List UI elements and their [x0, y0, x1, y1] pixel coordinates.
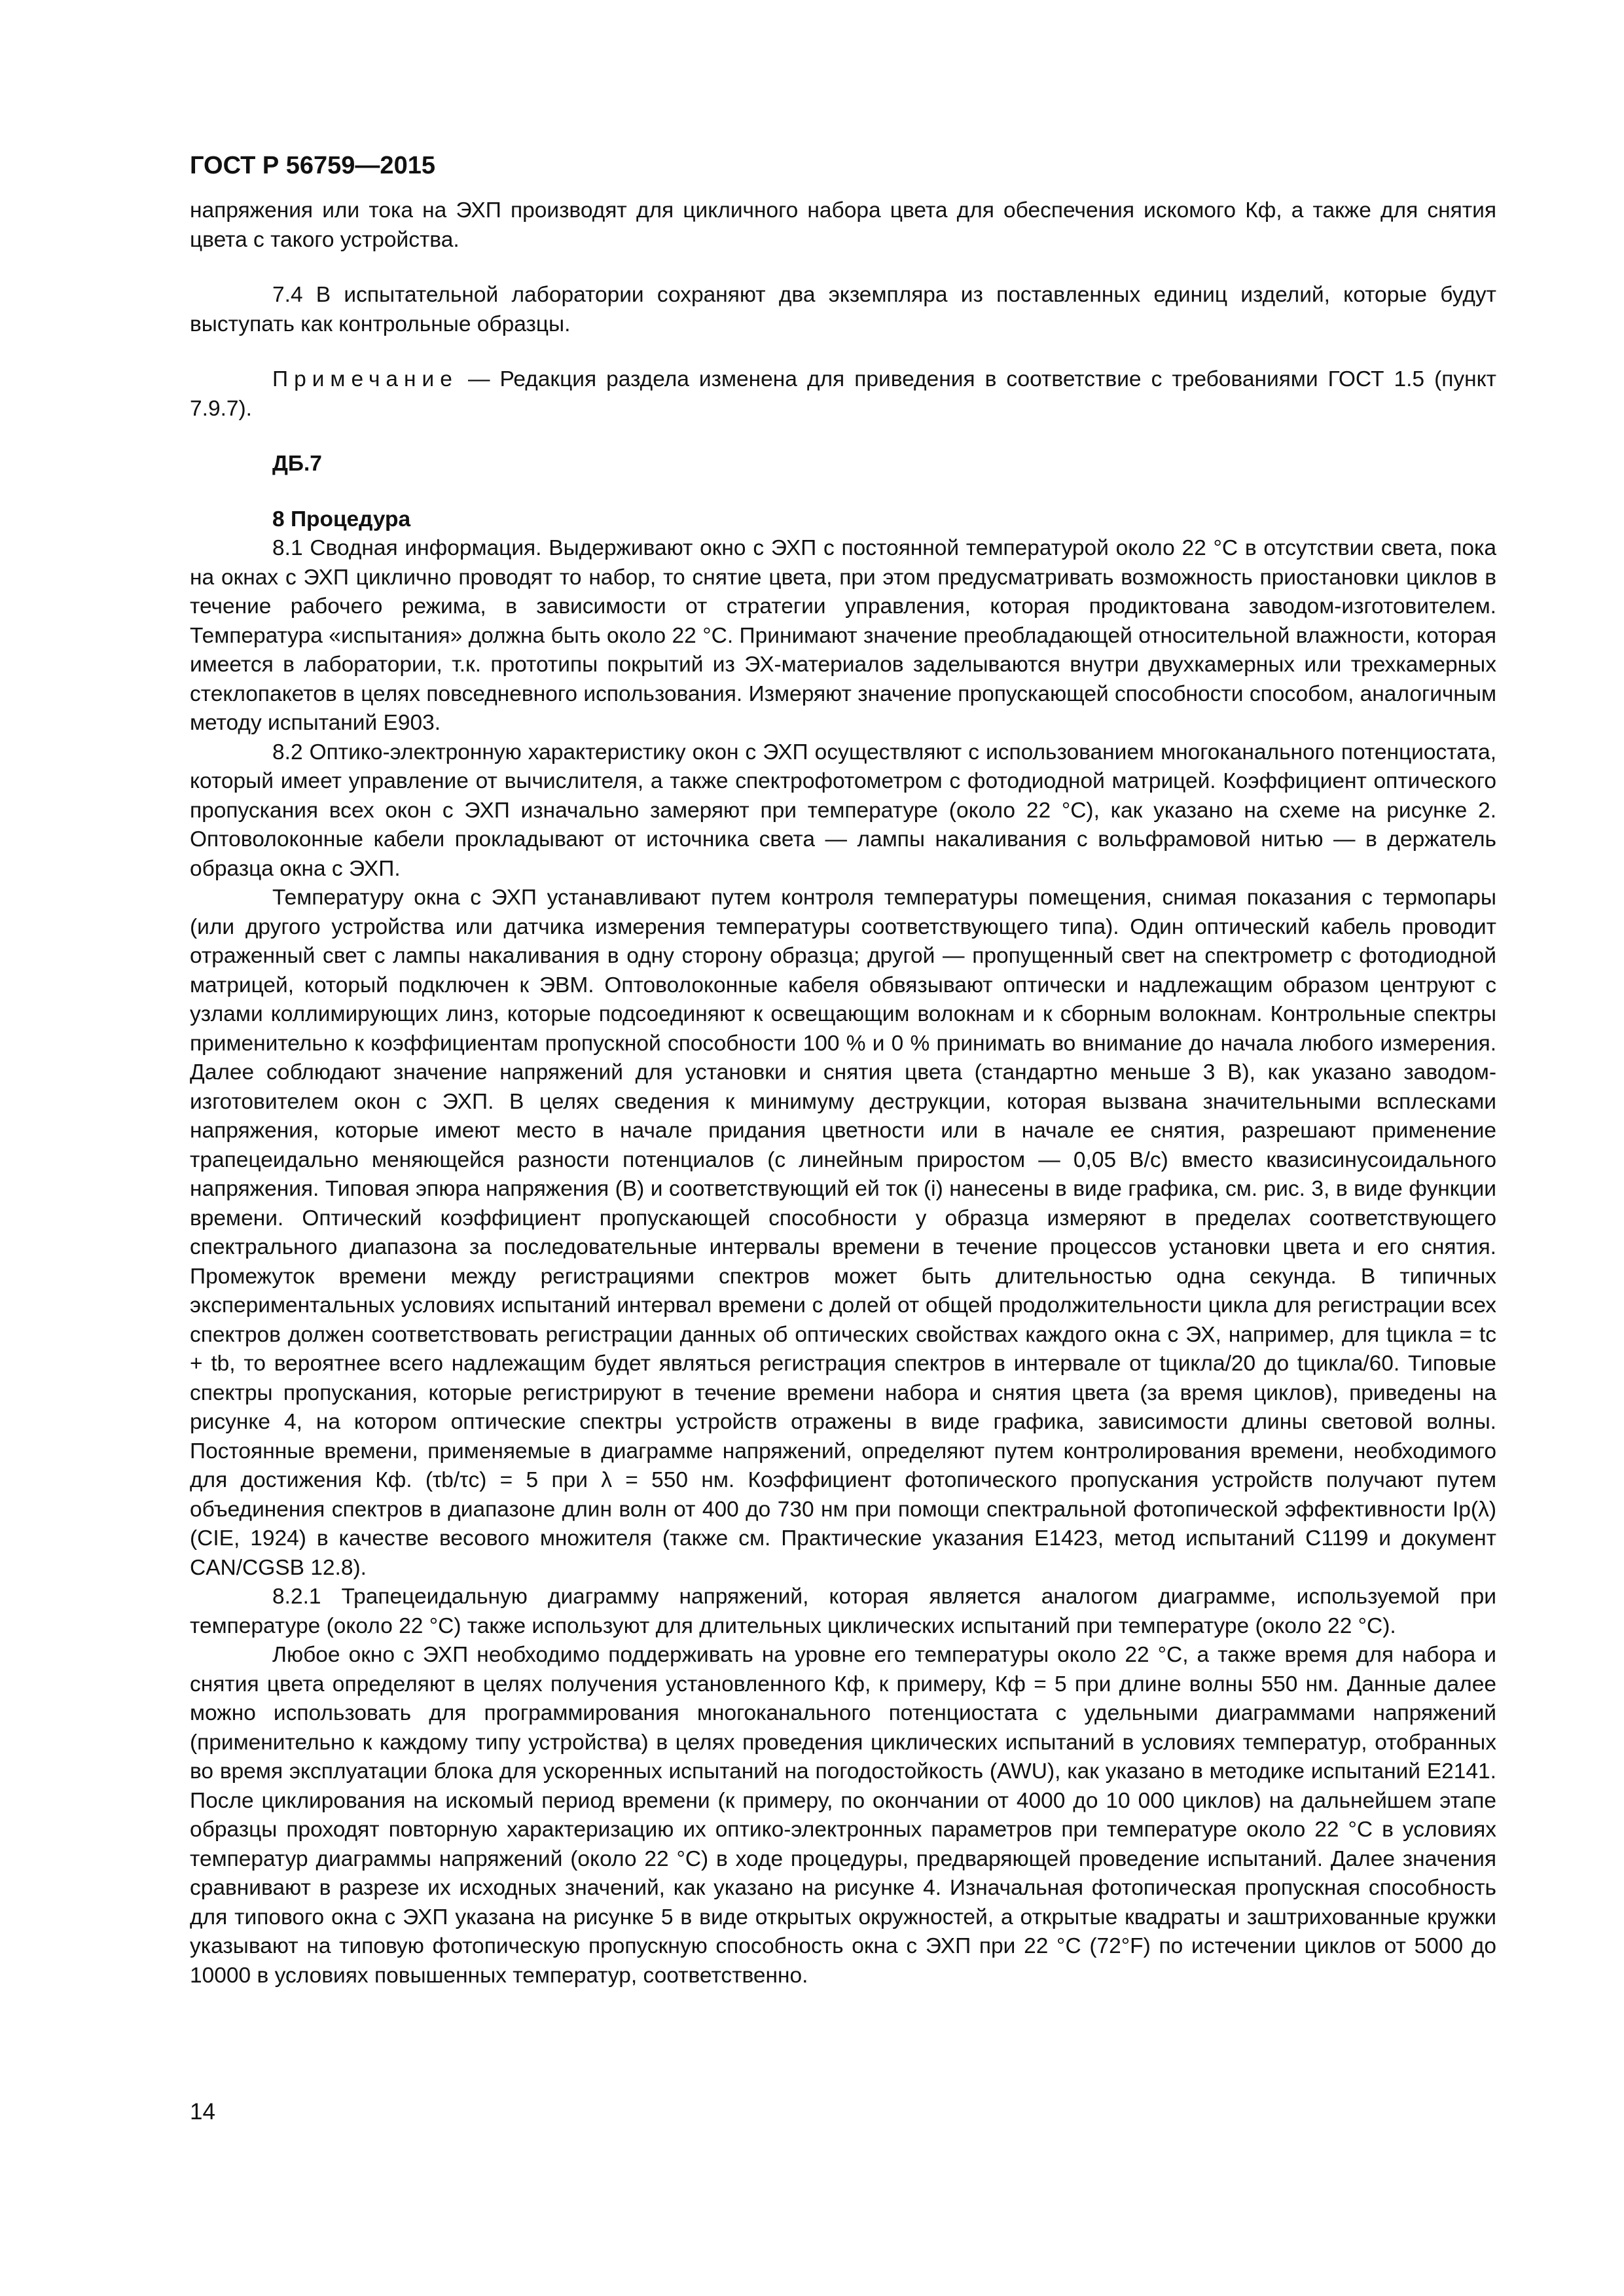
note-paragraph	[190, 365, 1496, 423]
paragraph-8-1: 8.1 Сводная информация. Выдерживают окно с ЭХП с постоянной температурой около 22 °С в отсутствии света, пока на окнах с ЭХП циклично проводят то набор, то снятие цвета, при этом предусматривать возможность приостановки циклов в течение рабочего режима, в зависимости от стратегии управления, которая продиктована заводом-изготовителем. Температура «испытания» должна быть около 22 °С. Принимают значение преобладающей относительной влажности, которая имеется в лаборатории, т.к. прототипы покрытий из ЭХ-материалов заделываются внутри двухкамерных или трехкамерных стеклопакетов в целях повседневного использования. Измеряют значение пропускающей способности способом, аналогичным методу испытаний Е903.	[190, 536, 1496, 735]
document-body	[190, 196, 1496, 1990]
item-7-4: 7.4 В испытательной лаборатории сохраняют два экземпляра из поставленных единиц изделий, которые будут выступать как контрольные образцы.	[190, 283, 1496, 336]
paragraph-8-2-1: 8.2.1 Трапецеидальную диаграмму напряжений, которая является аналогом диаграмме, используемой при температуре (около 22 °С) также используют для длительных циклических испытаний при температуре (около 22 °С).	[190, 1585, 1496, 1638]
paragraph-8-2: 8.2 Оптико-электронную характеристику окон с ЭХП осуществляют с использованием многоканального потенциостата, который имеет управление от вычислителя, а также спектрофотометром с фотодиодной матрицей. Коэффициент оптического пропускания всех окон с ЭХП изначально замеряют при температуре (около 22 °С), как указано на схеме на рисунке 2. Оптоволоконные кабели прокладывают от источника света — лампы накаливания с вольфрамовой нитью — в держатель образца окна с ЭХП.	[190, 740, 1496, 881]
page-number: 14	[190, 2099, 215, 2125]
note-text: — Редакция раздела изменена для приведения в соответствие с требованиями ГОСТ 1.5 (пункт 7.9.7).	[190, 367, 1496, 421]
paragraph-any-window: Любое окно с ЭХП необходимо поддерживать на уровне его температуры около 22 °С, а также время для набора и снятия цвета определяют в целях получения установленного Кф, к примеру, Кф = 5 при длине волны 550 нм. Данные далее можно использовать для программирования многоканального потенциостата с удельными диаграммами напряжений (применительно к каждому типу устройства) в целях проведения циклических испытаний в условиях температур, отобранных во время эксплуатации блока для ускоренных испытаний на погодостойкость (AWU), как указано в методике испытаний Е2141. После циклирования на искомый период времени (к примеру, по окончании от 4000 до 10 000 циклов) на дальнейшем этапе образцы проходят повторную характеризацию их оптико-электронных параметров при температуре около 22 °С в условиях температур диаграммы напряжений (около 22 °С) в ходе процедуры, предваряющей проведение испытаний. Далее значения сравнивают в разрезе их исходных значений, как указано на рисунке 4. Изначальная фотопическая пропускная способность для типового окна с ЭХП указана на рисунке 5 в виде открытых окружностей, а открытые квадраты и заштрихованные кружки указывают на типовую фотопическую пропускную способность окна с ЭХП при 22 °С (72°F) по истечении циклов от 5000 до 10000 в условиях повышенных температур, соответственно.	[190, 1643, 1496, 1988]
paragraph-temperature: Температуру окна с ЭХП устанавливают путем контроля температуры помещения, снимая показания с термопары (или другого устройства или датчика измерения температуры соответствующего типа). Один оптический кабель проводит отраженный свет с лампы накаливания в одну сторону образца; другой — пропущенный свет на спектрометр с фотодиодной матрицей, который подключен к ЭВМ. Оптоволоконные кабеля обвязывают оптически и надлежащим образом центруют с узлами коллимирующих линз, которые подсоединяют к освещающим волокнам и к сборным волокнам. Контрольные спектры применительно к коэффициентам пропускной способности 100 % и 0 % принимать во внимание до начала любого измерения. Далее соблюдают значение напряжений для установки и снятия цвета (стандартно меньше 3 В), как указано заводом-изготовителем окон с ЭХП. В целях сведения к минимуму деструкции, которая вызвана значительными всплесками напряжения, которые имеют место в начале придания цветности или в начале ее снятия, разрешают применение трапецеидально меняющейся разности потенциалов (с линейным приростом — 0,05 В/с) вместо квазисинусоидального напряжения. Типовая эпюра напряжения (В) и соответствующий ей ток (i) нанесены в виде графика, см. рис. 3, в виде функции времени. Оптический коэффициент пропускающей способности у образца измеряют в пределах соответствующего спектрального диапазона за последовательные интервалы времени в течение процессов установки цвета и его снятия. Промежуток времени между регистрациями спектров может быть длительностью одна секунда. В типичных экспериментальных условиях испытаний интервал времени с долей от общей продолжительности цикла для регистрации всех спектров должен соответствовать регистрации данных об оптических свойствах каждого окна с ЭХ, например, для tцикла = tc + tb, то вероятнее всего надлежащим будет являться регистрация спектров в интервале от tцикла/20 до tцикла/60. Типовые спектры пропускания, которые регистрируют в течение времени набора и снятия цвета (за время циклов), приведены на рисунке 4, на котором оптические спектры устройств отражены в виде графика, зависимости длины световой волны. Постоянные времени, применяемые в диаграмме напряжений, определяют путем контролирования времени, необходимого для достижения Кф. (τb/τc) = 5 при λ = 550 нм. Коэффициент фотопического пропускания устройств получают путем объединения спектров в диапазоне длин волн от 400 до 730 нм при помощи спектральной фотопической эффективности Ip(λ) (CIE, 1924) в качестве весового множителя (также см. Практические указания Е1423, метод испытаний С1199 и документ CAN/CGSB 12.8).	[190, 886, 1496, 1580]
intro-continuation: напряжения или тока на ЭХП производят для цикличного набора цвета для обеспечения искомого Кф, а также для снятия цвета с такого устройства.	[190, 198, 1496, 252]
document-header: ГОСТ Р 56759—2015	[190, 152, 435, 179]
note-label: Примечание	[272, 367, 458, 391]
section-label: ДБ.7	[272, 452, 322, 476]
section-title: 8 Процедура	[272, 507, 411, 531]
document-page	[190, 131, 1496, 1990]
